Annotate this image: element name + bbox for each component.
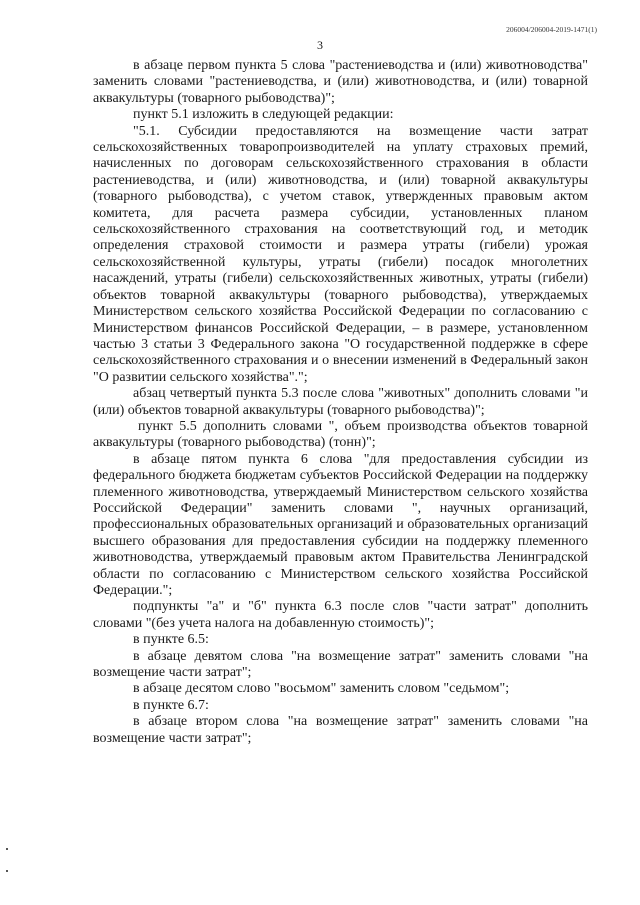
paragraph: в пункте 6.7: [133, 697, 209, 713]
paragraph: в пункте 6.5: [133, 632, 209, 648]
scan-speck [6, 870, 8, 872]
paragraph: абзац четвертый пункта 5.3 после слова "животных" дополнить словами "и (или) объектов товарной аквакультуры (товарного рыбоводства)"; [93, 386, 588, 418]
paragraph: в абзаце первом пункта 5 слова "растениеводства и (или) животноводства" заменить словами "растениеводства, и (или) животноводства, и (или) товарной аквакультуры (товарного рыбоводства)"; [93, 58, 588, 106]
paragraph: пункт 5.5 дополнить словами ", объем производства объектов товарной аквакультуры (товарного рыбоводства) (тонн)"; [93, 418, 588, 451]
scan-speck [6, 848, 8, 850]
paragraph: в абзаце втором слова "на возмещение затрат" заменить словами "на возмещение части затрат"; [93, 714, 588, 746]
paragraph: в абзаце десятом слово "восьмом" заменить словом "седьмом"; [133, 681, 510, 697]
paragraph: в абзаце пятом пункта 6 слова "для предоставления субсидии из федерального бюджета бюджетам субъектов Российской Федерации на поддержку племенного животноводства, утверждаемый Министерством сельского хозяйства Российской Федерации" заменить словами ", научных организаций, профессиональных образовательных организаций и образовательных организаций высшего образования для предоставления субсидии на поддержку племенного животноводства, утверждаемый правовым актом Правительства Ленинградской области по согласованию с Министерством сельского хозяйства Российской Федерации."; [93, 451, 588, 598]
paragraph: подпункты "а" и "б" пункта 6.3 после слов "части затрат" дополнить словами "(без учета налога на добавленную стоимость)"; [93, 599, 588, 631]
page-number: 3 [317, 38, 323, 52]
paragraph: "5.1. Субсидии предоставляются на возмещение части затрат сельскохозяйственных товаропроизводителей на уплату страховых премий, начисленных по договорам сельскохозяйственного страхования в области растениеводства, и (или) животноводства, и (или) товарной аквакультуры (товарного рыбоводства), с учетом ставок, утвержденных правовым актом комитета, для расчета размера субсидии, установленных планом сельскохозяйственного страхования на соответствующий год, и методик определения страховой стоимости и размера утраты (гибели) урожая сельскохозяйственной культуры, утраты (гибели) посадок многолетних насаждений, утраты (гибели) сельскохозяйственных животных, утраты (гибели) объектов товарной аквакультуры (товарного рыбоводства), утверждаемых Министерством сельского хозяйства Российской Федерации по согласованию с Министерством финансов Российской Федерации, – в размере, установленном частью 3 статьи 3 Федерального закона "О государственной поддержке в сфере сельскохозяйственного страхования и о внесении изменений в Федеральный закон "О развитии сельского хозяйства"."; [93, 123, 588, 385]
paragraph: в абзаце девятом слова "на возмещение затрат" заменить словами "на возмещение части затрат"; [93, 648, 588, 681]
paragraph: пункт 5.1 изложить в следующей редакции: [133, 107, 394, 123]
document-code: 206004/206004-2019-1471(1) [506, 25, 597, 34]
document-body [93, 58, 588, 747]
